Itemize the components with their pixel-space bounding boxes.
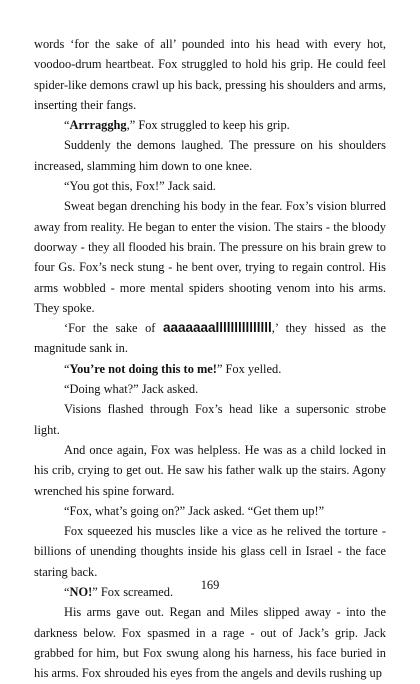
text-run: words ‘for the sake of all’ pounded into his head with every hot, voodoo-drum heartbeat. Fox struggled to hold his grip. He could feel spider-like demons crawl up his back, pressing his shoulders and arms, inserting their fangs. [34, 37, 386, 112]
text-run: “ [64, 361, 70, 376]
paragraph [34, 440, 386, 501]
text-run: His arms gave out. Regan and Miles slipped away - into the darkness below. Fox spasmed in a rage - out of Jack’s grip. Jack grabbed for him, but Fox swung along his harness, his face buried in his arms. Fox shrouded his eyes from the angels and devils rushing up [34, 605, 386, 681]
paragraph [34, 399, 386, 440]
paragraph [34, 602, 386, 683]
paragraph [34, 501, 386, 521]
page-number: 169 [200, 578, 220, 592]
text-run: “Doing what?” Jack asked. [64, 382, 199, 397]
paragraph [34, 115, 386, 135]
paragraph [34, 176, 386, 196]
text-run: Visions flashed through Fox’s head like a supersonic strobe light. [34, 402, 386, 437]
paragraph [34, 318, 386, 359]
text-run: “Fox, what’s going on?” Jack asked. “Get them up!” [64, 503, 325, 518]
text-run: ‘For the sake of [64, 321, 163, 336]
paragraph [34, 196, 386, 318]
paragraph [34, 379, 386, 399]
text-run: Suddenly the demons laughed. The pressure on his shoulders increased, slamming him down to one knee. [34, 138, 386, 173]
text-run: Sweat began drenching his body in the fear. Fox’s vision blurred away from reality. He began to enter the vision. The stairs - the bloody doorway - they all flooded his brain. The pressure on his brain grew to four Gs. Fox’s neck stung - he bent over, trying to regain control. His arms wobbled - more mental spiders shooting venom into his arms. They spoke. [34, 199, 386, 315]
paragraph [34, 359, 386, 379]
text-run: ” Fox yelled. [216, 361, 282, 376]
text-run: ,” Fox struggled to keep his grip. [126, 118, 290, 133]
emphasized-scream: aaaaaaalllllllllllllll [162, 320, 272, 336]
text-run: ” Fox screamed. [92, 585, 174, 600]
text-run: “ [64, 585, 70, 600]
text-run: Fox squeezed his muscles like a vice as he relived the torture - billions of unending thoughts inside his glass cell in Israel - the face staring back. [34, 524, 386, 579]
bold-text: Arrragghg [69, 118, 127, 133]
paragraph [34, 34, 386, 115]
paragraph [34, 135, 386, 176]
text-run: “ [64, 118, 70, 133]
paragraph [34, 521, 386, 582]
bold-text: You’re not doing this to me! [69, 361, 217, 376]
bold-text: NO! [69, 585, 93, 600]
text-run: And once again, Fox was helpless. He was as a child locked in his crib, crying to get out. He saw his father walk up the stairs. Agony wrenched his spine forward. [34, 442, 386, 498]
text-run: ,’ they hissed as the magnitude sank in. [34, 321, 386, 356]
text-run: “You got this, Fox!” Jack said. [64, 179, 216, 194]
